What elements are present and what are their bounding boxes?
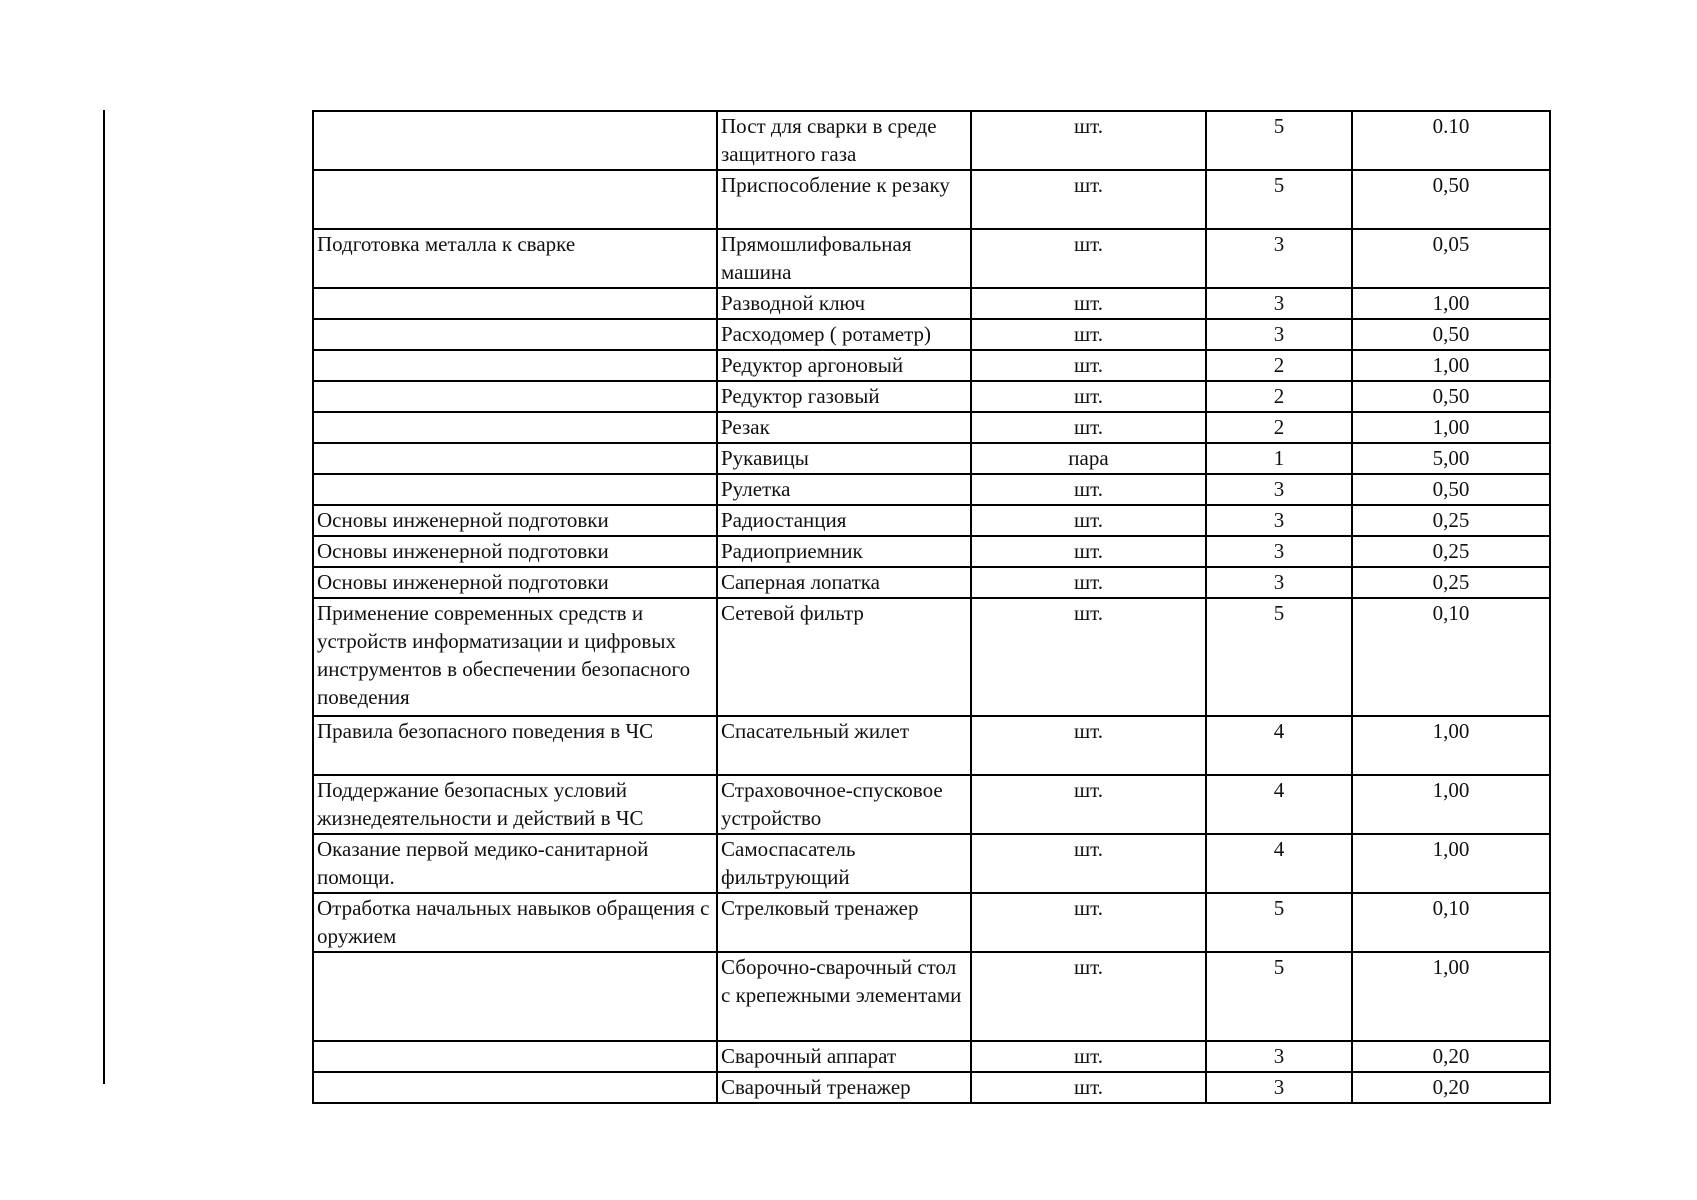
topic-cell bbox=[313, 443, 717, 474]
norm-cell: 0,50 bbox=[1352, 170, 1550, 229]
norm-cell: 0,50 bbox=[1352, 381, 1550, 412]
table-row bbox=[313, 474, 1550, 505]
topic-cell bbox=[313, 952, 717, 1041]
topic-cell: Основы инженерной подготовки bbox=[313, 505, 717, 536]
item-cell: Резак bbox=[717, 412, 971, 443]
norm-cell: 1,00 bbox=[1352, 834, 1550, 893]
qty-cell: 3 bbox=[1206, 288, 1352, 319]
unit-cell: шт. bbox=[971, 952, 1206, 1041]
norm-cell: 0,20 bbox=[1352, 1041, 1550, 1072]
equipment-table bbox=[312, 110, 1551, 1104]
table-row bbox=[313, 505, 1550, 536]
unit-cell: шт. bbox=[971, 716, 1206, 775]
unit-cell: шт. bbox=[971, 229, 1206, 288]
qty-cell: 5 bbox=[1206, 598, 1352, 716]
item-cell: Приспособление к резаку bbox=[717, 170, 971, 229]
unit-cell: шт. bbox=[971, 834, 1206, 893]
table-row bbox=[313, 834, 1550, 893]
qty-cell: 5 bbox=[1206, 952, 1352, 1041]
topic-cell: Оказание первой медико-санитарной помощи. bbox=[313, 834, 717, 893]
item-cell: Страховочное-спусковое устройство bbox=[717, 775, 971, 834]
table-row bbox=[313, 1072, 1550, 1103]
table-row bbox=[313, 350, 1550, 381]
table-row bbox=[313, 716, 1550, 775]
qty-cell: 4 bbox=[1206, 716, 1352, 775]
topic-cell bbox=[313, 412, 717, 443]
item-cell: Рулетка bbox=[717, 474, 971, 505]
item-cell: Стрелковый тренажер bbox=[717, 893, 971, 952]
item-cell: Расходомер ( ротаметр) bbox=[717, 319, 971, 350]
item-cell: Сборочно-сварочный стол с крепежными элементами bbox=[717, 952, 971, 1041]
norm-cell: 0,10 bbox=[1352, 598, 1550, 716]
unit-cell: шт. bbox=[971, 567, 1206, 598]
item-cell: Радиостанция bbox=[717, 505, 971, 536]
norm-cell: 0,10 bbox=[1352, 893, 1550, 952]
topic-cell bbox=[313, 170, 717, 229]
qty-cell: 3 bbox=[1206, 536, 1352, 567]
qty-cell: 3 bbox=[1206, 319, 1352, 350]
table-row bbox=[313, 319, 1550, 350]
norm-cell: 1,00 bbox=[1352, 412, 1550, 443]
qty-cell: 4 bbox=[1206, 775, 1352, 834]
norm-cell: 0,25 bbox=[1352, 505, 1550, 536]
qty-cell: 3 bbox=[1206, 474, 1352, 505]
topic-cell: Применение современных средств и устройств информатизации и цифровых инструментов в обеспечении безопасного поведения bbox=[313, 598, 717, 716]
norm-cell: 0,20 bbox=[1352, 1072, 1550, 1103]
norm-cell: 1,00 bbox=[1352, 350, 1550, 381]
table-row bbox=[313, 536, 1550, 567]
unit-cell: шт. bbox=[971, 412, 1206, 443]
norm-cell: 0,05 bbox=[1352, 229, 1550, 288]
item-cell: Сварочный тренажер bbox=[717, 1072, 971, 1103]
table-row bbox=[313, 893, 1550, 952]
unit-cell: шт. bbox=[971, 111, 1206, 170]
norm-cell: 0,25 bbox=[1352, 567, 1550, 598]
qty-cell: 4 bbox=[1206, 834, 1352, 893]
topic-cell: Основы инженерной подготовки bbox=[313, 567, 717, 598]
table-row bbox=[313, 567, 1550, 598]
topic-cell bbox=[313, 1041, 717, 1072]
unit-cell: шт. bbox=[971, 775, 1206, 834]
table-row bbox=[313, 952, 1550, 1041]
norm-cell: 1,00 bbox=[1352, 716, 1550, 775]
table-row bbox=[313, 443, 1550, 474]
topic-cell: Основы инженерной подготовки bbox=[313, 536, 717, 567]
topic-cell: Поддержание безопасных условий жизнедеятельности и действий в ЧС bbox=[313, 775, 717, 834]
topic-cell: Подготовка металла к сварке bbox=[313, 229, 717, 288]
unit-cell: шт. bbox=[971, 893, 1206, 952]
unit-cell: шт. bbox=[971, 505, 1206, 536]
unit-cell: шт. bbox=[971, 170, 1206, 229]
topic-cell bbox=[313, 381, 717, 412]
topic-cell: Правила безопасного поведения в ЧС bbox=[313, 716, 717, 775]
unit-cell: шт. bbox=[971, 536, 1206, 567]
topic-cell: Отработка начальных навыков обращения с оружием bbox=[313, 893, 717, 952]
item-cell: Редуктор аргоновый bbox=[717, 350, 971, 381]
item-cell: Прямошлифовальная машина bbox=[717, 229, 971, 288]
norm-cell: 0.10 bbox=[1352, 111, 1550, 170]
unit-cell: шт. bbox=[971, 350, 1206, 381]
qty-cell: 1 bbox=[1206, 443, 1352, 474]
item-cell: Сварочный аппарат bbox=[717, 1041, 971, 1072]
item-cell: Редуктор газовый bbox=[717, 381, 971, 412]
qty-cell: 2 bbox=[1206, 381, 1352, 412]
table-row bbox=[313, 775, 1550, 834]
qty-cell: 5 bbox=[1206, 111, 1352, 170]
norm-cell: 0,25 bbox=[1352, 536, 1550, 567]
norm-cell: 0,50 bbox=[1352, 474, 1550, 505]
unit-cell: пара bbox=[971, 443, 1206, 474]
norm-cell: 5,00 bbox=[1352, 443, 1550, 474]
topic-cell bbox=[313, 474, 717, 505]
norm-cell: 1,00 bbox=[1352, 288, 1550, 319]
table-row bbox=[313, 598, 1550, 716]
item-cell: Спасательный жилет bbox=[717, 716, 971, 775]
table-row bbox=[313, 288, 1550, 319]
unit-cell: шт. bbox=[971, 474, 1206, 505]
norm-cell: 1,00 bbox=[1352, 952, 1550, 1041]
qty-cell: 5 bbox=[1206, 893, 1352, 952]
table-row bbox=[313, 381, 1550, 412]
table-row bbox=[313, 170, 1550, 229]
unit-cell: шт. bbox=[971, 288, 1206, 319]
table-row bbox=[313, 229, 1550, 288]
table-row bbox=[313, 1041, 1550, 1072]
qty-cell: 3 bbox=[1206, 229, 1352, 288]
qty-cell: 3 bbox=[1206, 505, 1352, 536]
item-cell: Самоспасатель фильтрующий bbox=[717, 834, 971, 893]
topic-cell bbox=[313, 111, 717, 170]
unit-cell: шт. bbox=[971, 598, 1206, 716]
item-cell: Радиоприемник bbox=[717, 536, 971, 567]
item-cell: Разводной ключ bbox=[717, 288, 971, 319]
left-margin-rule bbox=[103, 110, 105, 1084]
qty-cell: 3 bbox=[1206, 1072, 1352, 1103]
topic-cell bbox=[313, 1072, 717, 1103]
item-cell: Рукавицы bbox=[717, 443, 971, 474]
table-row bbox=[313, 111, 1550, 170]
qty-cell: 3 bbox=[1206, 1041, 1352, 1072]
unit-cell: шт. bbox=[971, 1072, 1206, 1103]
item-cell: Саперная лопатка bbox=[717, 567, 971, 598]
topic-cell bbox=[313, 288, 717, 319]
norm-cell: 1,00 bbox=[1352, 775, 1550, 834]
item-cell: Сетевой фильтр bbox=[717, 598, 971, 716]
table-row bbox=[313, 412, 1550, 443]
unit-cell: шт. bbox=[971, 381, 1206, 412]
unit-cell: шт. bbox=[971, 319, 1206, 350]
topic-cell bbox=[313, 319, 717, 350]
qty-cell: 2 bbox=[1206, 412, 1352, 443]
topic-cell bbox=[313, 350, 717, 381]
norm-cell: 0,50 bbox=[1352, 319, 1550, 350]
unit-cell: шт. bbox=[971, 1041, 1206, 1072]
item-cell: Пост для сварки в среде защитного газа bbox=[717, 111, 971, 170]
qty-cell: 3 bbox=[1206, 567, 1352, 598]
qty-cell: 2 bbox=[1206, 350, 1352, 381]
qty-cell: 5 bbox=[1206, 170, 1352, 229]
